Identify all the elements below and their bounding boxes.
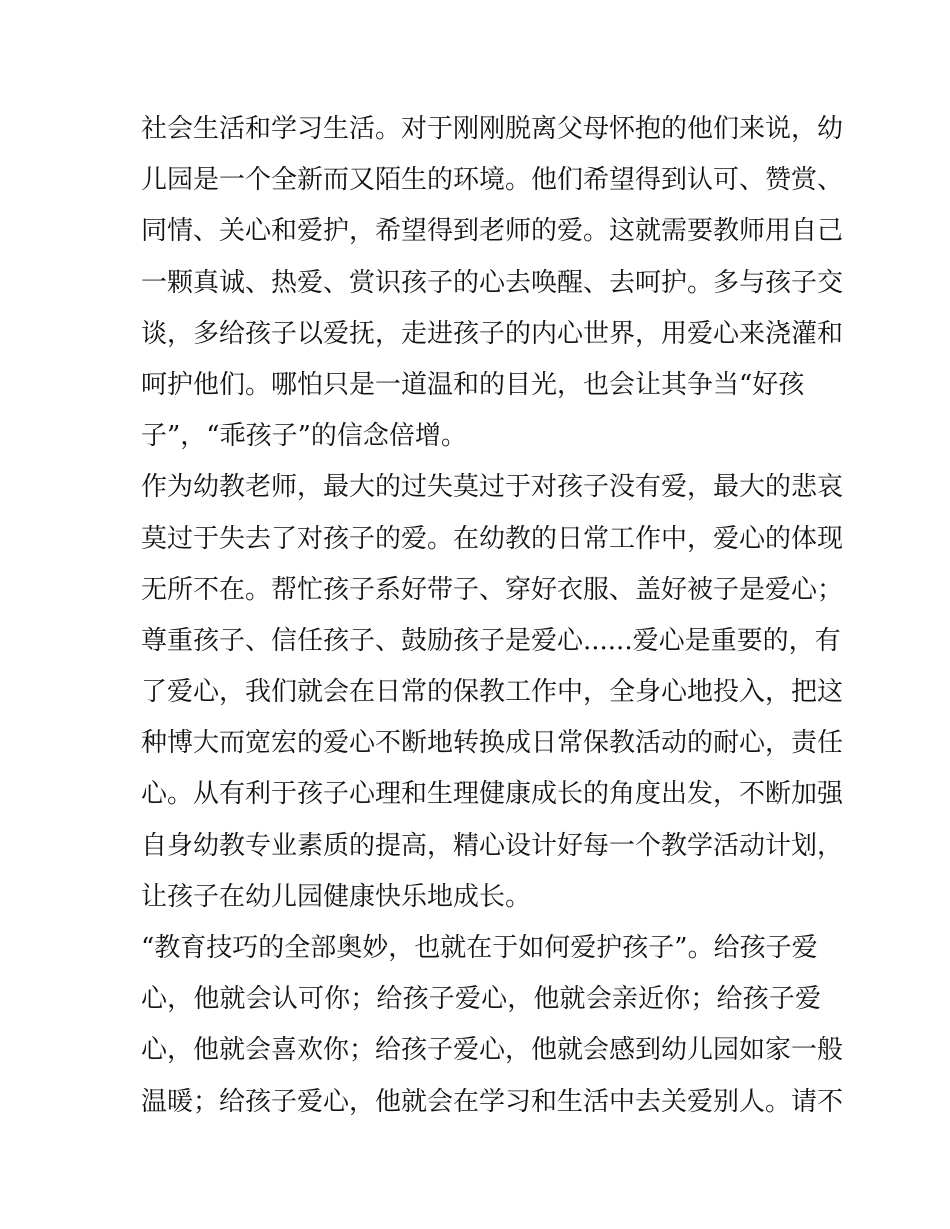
text-line: 莫过于失去了对孩子的爱。在幼教的日常工作中，爱心的体现 [141,523,844,554]
text-line: 呵护他们。哪怕只是一道温和的目光，也会让其争当“好孩 [141,369,805,400]
text-line: 一颗真诚、热爱、赏识孩子的心去唤醒、去呵护。多与孩子交 [141,267,844,298]
text-line: 了爱心，我们就会在日常的保教工作中，全身心地投入，把这 [141,677,844,708]
text-line: 温暖；给孩子爱心，他就会在学习和生活中去关爱别人。请不 [141,1086,844,1117]
text-line: 自身幼教专业素质的提高，精心设计好每一个教学活动计划， [141,830,844,861]
text-line: “教育技巧的全部奥妙，也就在于如何爱护孩子”。给孩子爱 [141,933,818,963]
text-line: 心，他就会认可你；给孩子爱心，他就会亲近你；给孩子爱 [141,984,821,1015]
text-line: 谈，多给孩子以爱抚，走进孩子的内心世界，用爱心来浇灌和 [141,318,844,349]
text-line: 种博大而宽宏的爱心不断地转换成日常保教活动的耐心，责任 [141,728,844,759]
text-line: 社会生活和学习生活。对于刚刚脱离父母怀抱的他们来说，幼 [141,114,844,144]
text-line: 让孩子在幼儿园健康快乐地成长。 [141,881,532,912]
text-line: 子”，“乖孩子”的信念倍增。 [141,421,467,452]
text-line: 无所不在。帮忙孩子系好带子、穿好衣服、盖好被子是爱心； [141,574,844,605]
text-line: 儿园是一个全新而又陌生的环境。他们希望得到认可、赞赏、 [141,165,844,196]
text-line: 作为幼教老师，最大的过失莫过于对孩子没有爱，最大的悲哀 [141,472,844,503]
text-line: 尊重孩子、信任孩子、鼓励孩子是爱心......爱心是重要的，有 [141,625,841,656]
text-line: 心，他就会喜欢你；给孩子爱心，他就会感到幼儿园如家一般 [141,1035,844,1066]
text-line: 同情、关心和爱护，希望得到老师的爱。这就需要教师用自己 [141,216,844,247]
text-line: 心。从有利于孩子心理和生理健康成长的角度出发，不断加强 [141,779,844,810]
body-text [141,104,844,1128]
